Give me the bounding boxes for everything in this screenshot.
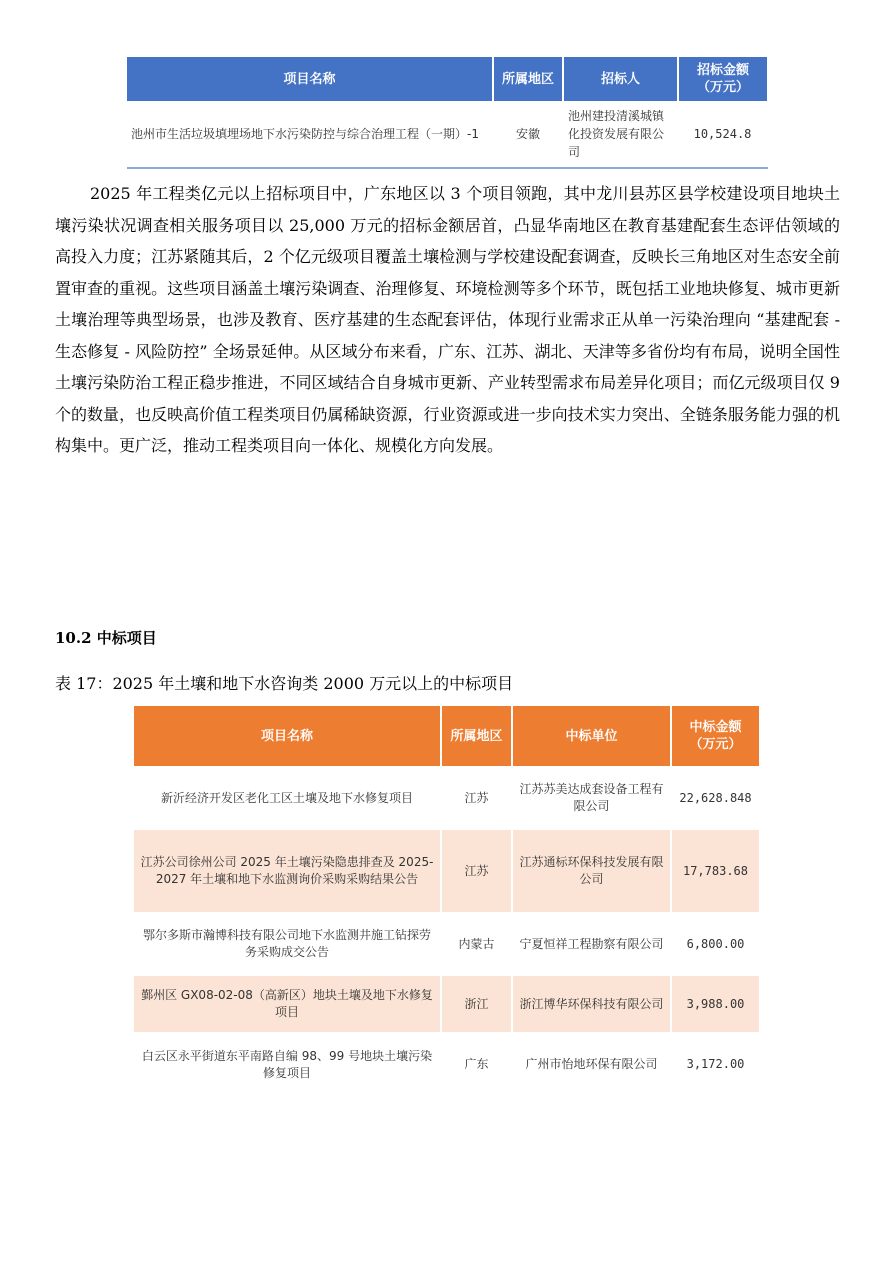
cell-region: 内蒙古 [441,913,512,975]
table-row [134,767,759,829]
cell-region: 浙江 [441,975,512,1033]
cell-project-name: 鄞州区 GX08-02-08（高新区）地块土壤及地下水修复项目 [134,975,441,1033]
cell-amount: 10,524.8 [678,101,767,168]
winning-bid-table-header [134,706,759,767]
cell-project-name: 江苏公司徐州公司 2025 年土壤污染隐患排查及 2025-2027 年土壤和地下水监测询价采购采购结果公告 [134,829,441,913]
winning-bid-table [134,706,759,1095]
body-paragraph: 2025 年工程类亿元以上招标项目中，广东地区以 3 个项目领跑，其中龙川县苏区县学校建设项目地块土壤污染状况调查相关服务项目以 25,000 万元的招标金额居首，凸显华南地区在教育基建配套生态评估领域的高投入力度；江苏紧随其后，2 个亿元级项目覆盖土壤检测与学校建设配套调查，反映长三角地区对生态安全前置审查的重视。这些项目涵盖土壤污染调查、治理修复、环境检测等多个环节，既包括工业地块修复、城市更新土壤治理等典型场景，也涉及教育、医疗基建的生态配套评估，体现行业需求正从单一污染治理向 “基建配套 - 生态修复 - 风险防控” 全场景延伸。从区域分布来看，广东、江苏、湖北、天津等多省份均有布局，说明全国性土壤污染防治工程正稳步推进，不同区域结合自身城市更新、产业转型需求布局差异化项目；而亿元级项目仅 9 个的数量，也反映高价值工程类项目仍属稀缺资源，行业资源或进一步向技术实力突出、全链条服务能力强的机构集中。更广泛，推动工程类项目向一体化、规模化方向发展。 [55,184,840,455]
cell-winner: 江苏通标环保科技发展有限公司 [512,829,671,913]
cell-amount: 6,800.00 [671,913,759,975]
table-caption: 表 17：2025 年土壤和地下水咨询类 2000 万元以上的中标项目 [55,674,514,693]
cell-region: 安徽 [493,101,563,168]
header-winner: 中标单位 [512,706,671,767]
cell-region: 江苏 [441,767,512,829]
header-amount: 中标金额 （万元） [671,706,759,767]
cell-winner: 宁夏恒祥工程勘察有限公司 [512,913,671,975]
cell-winner: 浙江博华环保科技有限公司 [512,975,671,1033]
header-region: 所属地区 [441,706,512,767]
header-project-name: 项目名称 [127,57,493,101]
cell-amount: 3,988.00 [671,975,759,1033]
cell-project-name: 鄂尔多斯市瀚博科技有限公司地下水监测井施工钻探劳务采购成交公告 [134,913,441,975]
cell-region: 广东 [441,1033,512,1095]
cell-amount: 3,172.00 [671,1033,759,1095]
table-row [134,1033,759,1095]
table-row [134,975,759,1033]
cell-amount: 17,783.68 [671,829,759,913]
bidding-table-header [127,57,767,101]
cell-project-name: 池州市生活垃圾填埋场地下水污染防控与综合治理工程（一期）-1 [127,101,493,168]
section-heading: 10.2 中标项目 [55,629,157,647]
table-row [127,101,767,168]
table-row [134,913,759,975]
cell-region: 江苏 [441,829,512,913]
header-tenderer: 招标人 [563,57,678,101]
cell-amount: 22,628.848 [671,767,759,829]
bidding-table [127,57,768,169]
table-row [134,829,759,913]
cell-project-name: 白云区永平街道东平南路自编 98、99 号地块土壤污染修复项目 [134,1033,441,1095]
cell-project-name: 新沂经济开发区老化工区土壤及地下水修复项目 [134,767,441,829]
cell-winner: 江苏苏美达成套设备工程有限公司 [512,767,671,829]
cell-winner: 广州市怡地环保有限公司 [512,1033,671,1095]
header-amount: 招标金额 （万元） [678,57,767,101]
header-project-name: 项目名称 [134,706,441,767]
header-region: 所属地区 [493,57,563,101]
cell-tenderer: 池州建投清溪城镇化投资发展有限公司 [563,101,678,168]
